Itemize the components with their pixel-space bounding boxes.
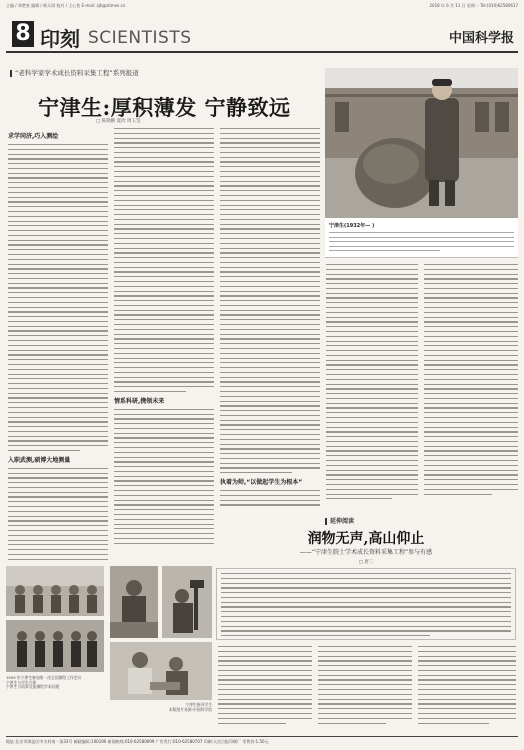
subhead-1: 求学同济,巧入测绘 <box>8 133 59 140</box>
lab-photo-illustration <box>110 566 158 638</box>
collage-caption-right <box>110 703 212 712</box>
related-column-3-text <box>418 646 516 724</box>
article-column-2 <box>114 128 214 560</box>
teaching-photo-illustration <box>110 642 212 700</box>
article-headline: 宁津生:厚积薄发 宁静致远 <box>38 95 291 120</box>
related-column-1 <box>218 646 312 730</box>
collage-caption-block <box>6 676 104 690</box>
article-column-4 <box>326 264 418 512</box>
group-photo-illustration <box>6 566 104 616</box>
portrait-photo <box>325 68 518 218</box>
photo-collage <box>6 566 212 724</box>
subhead-2: 入职武测,硕博大地测量 <box>8 456 71 464</box>
series-label <box>10 68 139 77</box>
subhead-4: 执着为师,“以做起学生为根本” <box>220 479 303 487</box>
intro-box-text <box>221 573 511 636</box>
column-1-text-a <box>8 144 108 451</box>
portrait-caption <box>325 218 518 258</box>
related-column-2-text <box>318 646 412 724</box>
related-article-byline: □ 唐三 <box>358 560 374 565</box>
subhead-3: 情系科研,携领未来 <box>114 397 165 405</box>
related-column-3 <box>418 646 516 730</box>
column-3-text-a <box>220 128 320 473</box>
section-title-en: SCIENTISTS <box>88 28 192 48</box>
portrait-caption-name: 宁津生(1932年— ) <box>329 223 375 229</box>
column-2-text-b <box>114 409 214 544</box>
column-3-text-b <box>220 490 320 508</box>
related-article-title: 润物无声,高山仰止 <box>307 531 425 547</box>
column-2-text-a <box>114 128 214 392</box>
portrait-photo-illustration <box>325 68 518 218</box>
article-byline: □ 陈晓鹏 夏欣 周玉莹 <box>96 119 141 124</box>
collage-photo-instrument <box>162 566 212 638</box>
meeting-photo-illustration <box>6 620 104 672</box>
date-info: 2018 年 6 月 11 日 星期一 Tel:(010)62580617 <box>429 3 518 8</box>
related-article-intro-box <box>216 568 516 640</box>
page-number: 8 <box>12 21 34 47</box>
series-bar-marker <box>10 70 12 77</box>
page-footer: 地址:北京市海淀区中关村南一条33号 邮政编码:100190 新闻热线:010-62580699 广告发行:010-62580707 印刷:人民日报印刷厂 零售价:1.50元 <box>6 736 518 746</box>
related-column-2 <box>318 646 412 730</box>
article-column-5 <box>424 264 518 512</box>
collage-caption-1: 宁津生与学生合影 <box>6 679 37 685</box>
tag-bar-marker <box>325 518 327 525</box>
article-column-3 <box>220 128 320 508</box>
column-5-text <box>424 264 518 495</box>
editor-info: 主编 / 郑楚豪 编辑 / 韩天琪 校对 / 王心怡 E-mail: zjk@stimes.cn <box>6 3 126 8</box>
column-1-text-b <box>8 468 108 560</box>
related-reading-tag <box>325 516 354 525</box>
related-reading-label: 延伸阅读 <box>330 518 355 525</box>
related-article-subtitle: ——“宁津生院士学术成长资料采集工程”参与有感 <box>299 549 433 556</box>
article-column-1 <box>8 128 108 560</box>
collage-caption-5: 本版图片来源:中国科学院 <box>168 706 212 712</box>
series-label-text: “老科学家学术成长资料采集工程”系列报道 <box>15 69 139 77</box>
top-meta-strip <box>6 3 518 11</box>
collage-photo-group <box>6 566 104 616</box>
column-4-text <box>326 264 418 499</box>
instrument-photo-illustration <box>162 566 212 638</box>
collage-caption-2: 1959 年宁津生参加第一次全国测绘工作会议 <box>6 675 82 680</box>
collage-photo-lab <box>110 566 158 638</box>
section-title-cn: 印刻 <box>40 27 80 51</box>
collage-photo-teaching <box>110 642 212 700</box>
page-header <box>6 13 518 57</box>
collage-photo-meeting <box>6 620 104 672</box>
header-divider <box>6 51 518 53</box>
collage-caption-4: 宁津生指导学生 <box>185 702 212 707</box>
newspaper-masthead: 中国科学报 <box>448 31 514 46</box>
collage-caption-3: 宁津生与同事交流测绘学术问题 <box>6 684 60 690</box>
related-column-1-text <box>218 646 312 724</box>
